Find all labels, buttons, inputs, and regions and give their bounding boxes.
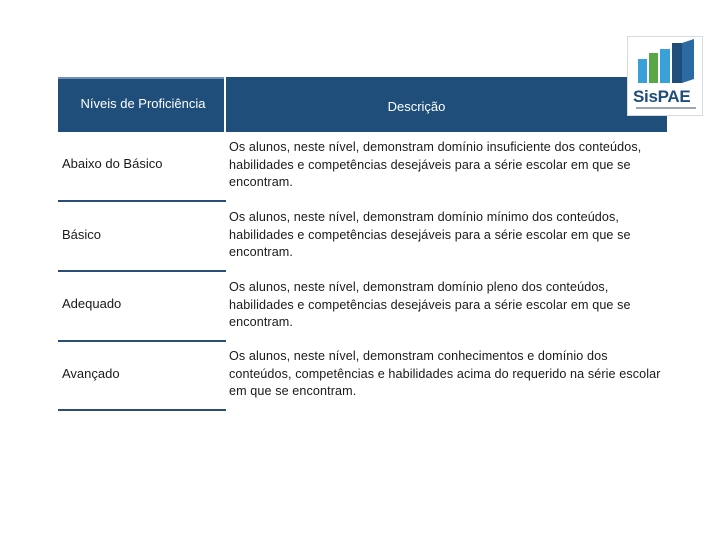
row-level-basico: Básico [62, 227, 102, 242]
row-description-avancado: Os alunos, neste nível, demonstram conhecimentos e domínio dos conteúdos, competências e habilidades acima do requerido na série escolar em que se encontram. [229, 349, 661, 398]
books-logo-icon [628, 37, 702, 87]
header-description-label: Descrição [387, 99, 446, 114]
row-level-abaixo-do-basico: Abaixo do Básico [62, 156, 163, 171]
sispae-logo [627, 36, 703, 116]
logo-text: SisPAE [633, 87, 691, 106]
header-levels [58, 77, 224, 132]
row-description-abaixo-do-basico: Os alunos, neste nível, demonstram domínio insuficiente dos conteúdos, habilidades e competências desejáveis para a série escolar em que se encontram. [229, 140, 642, 189]
row-level-avancado: Avançado [62, 366, 120, 381]
row-separator [58, 270, 226, 272]
row-description-adequado: Os alunos, neste nível, demonstram domínio pleno dos conteúdos, habilidades e competências desejáveis para a série escolar em que se encontram. [229, 280, 631, 329]
header-description [226, 77, 667, 132]
row-description-basico: Os alunos, neste nível, demonstram domínio mínimo dos conteúdos, habilidades e competências desejáveis para a série escolar em que se encontram. [229, 210, 631, 259]
row-level-adequado: Adequado [62, 296, 122, 311]
row-separator [58, 200, 226, 202]
row-separator [58, 409, 226, 411]
logo-underline [636, 107, 696, 109]
header-levels-label: Níveis de Proficiência [80, 96, 206, 111]
row-separator [58, 340, 226, 342]
